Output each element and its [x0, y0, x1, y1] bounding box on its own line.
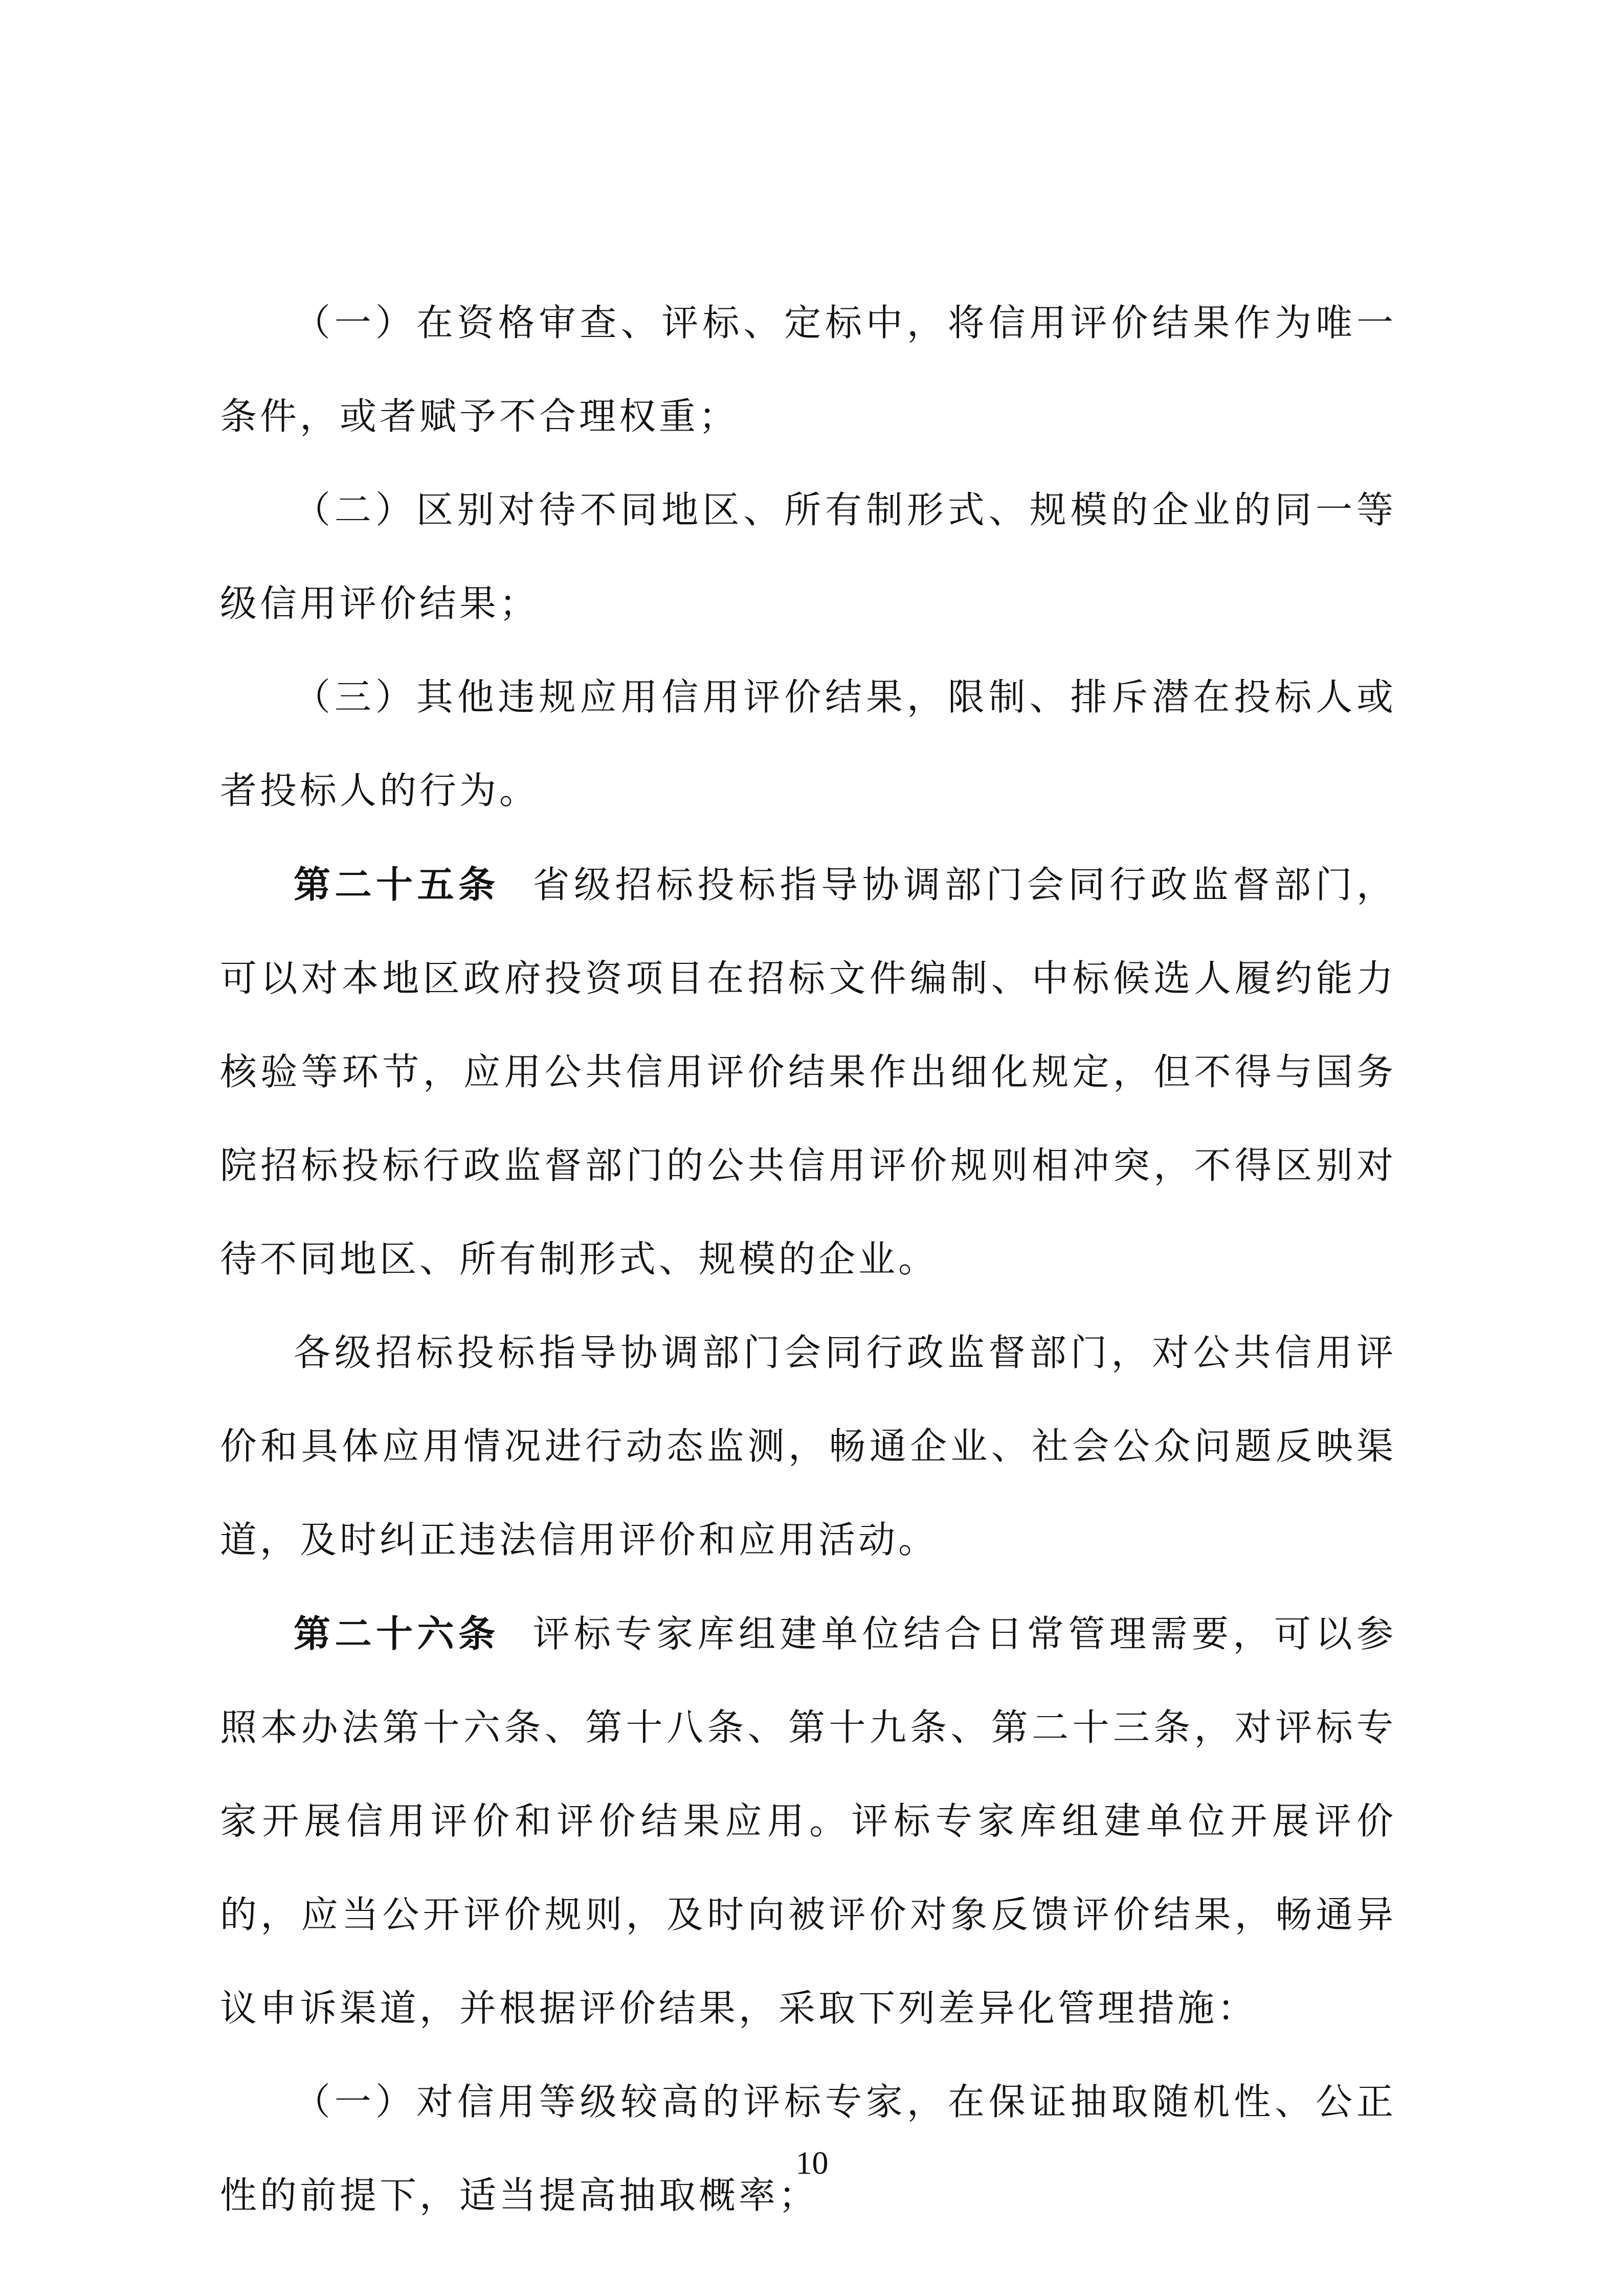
paragraph-text: 评标专家库组建单位结合日常管理需要，可以参照本办法第十六条、第十八条、第十九条、第二十三条，对评标专家开展信用评价和评价结果应用。评标专家库组建单位开展评价的，应当公开评价规则，及时向被评价对象反馈评价结果，畅通异议申诉渠道，并根据评价结果，采取下列差异化管理措施： — [220, 1612, 1396, 2030]
paragraph-text: 省级招标投标指导协调部门会同行政监督部门，可以对本地区政府投资项目在招标文件编制、中标候选人履约能力核验等环节，应用公共信用评价结果作出细化规定，但不得与国务院招标投标行政监督部门的公共信用评价规则相冲突，不得区别对待不同地区、所有制形式、规模的企业。 — [220, 863, 1396, 1280]
paragraph-text: （一）对信用等级较高的评标专家，在保证抽取随机性、公正性的前提下，适当提高抽取概率； — [220, 2080, 1396, 2217]
article-heading: 第二十六条 — [294, 1612, 500, 1655]
paragraph-text: （三）其他违规应用信用评价结果，限制、排斥潜在投标人或者投标人的行为。 — [220, 676, 1396, 812]
page-number: 10 — [795, 2145, 829, 2181]
paragraph-text: （二）区别对待不同地区、所有制形式、规模的企业的同一等级信用评价结果； — [220, 488, 1396, 625]
article-heading: 第二十五条 — [294, 863, 500, 906]
paragraph-text: 各级招标投标指导协调部门会同行政监督部门，对公共信用评价和具体应用情况进行动态监测，畅通企业、社会公众问题反映渠道，及时纠正违法信用评价和应用活动。 — [220, 1331, 1396, 1561]
paragraph-item-3 — [220, 650, 1396, 838]
article-26 — [220, 1587, 1396, 2055]
document-body — [220, 276, 1396, 2242]
paragraph-item-2 — [220, 463, 1396, 650]
article-25-paragraph-2 — [220, 1306, 1396, 1587]
paragraph-item-1 — [220, 276, 1396, 463]
article-25 — [220, 838, 1396, 1306]
paragraph-text: （一）在资格审查、评标、定标中，将信用评价结果作为唯一条件，或者赋予不合理权重； — [220, 301, 1396, 438]
